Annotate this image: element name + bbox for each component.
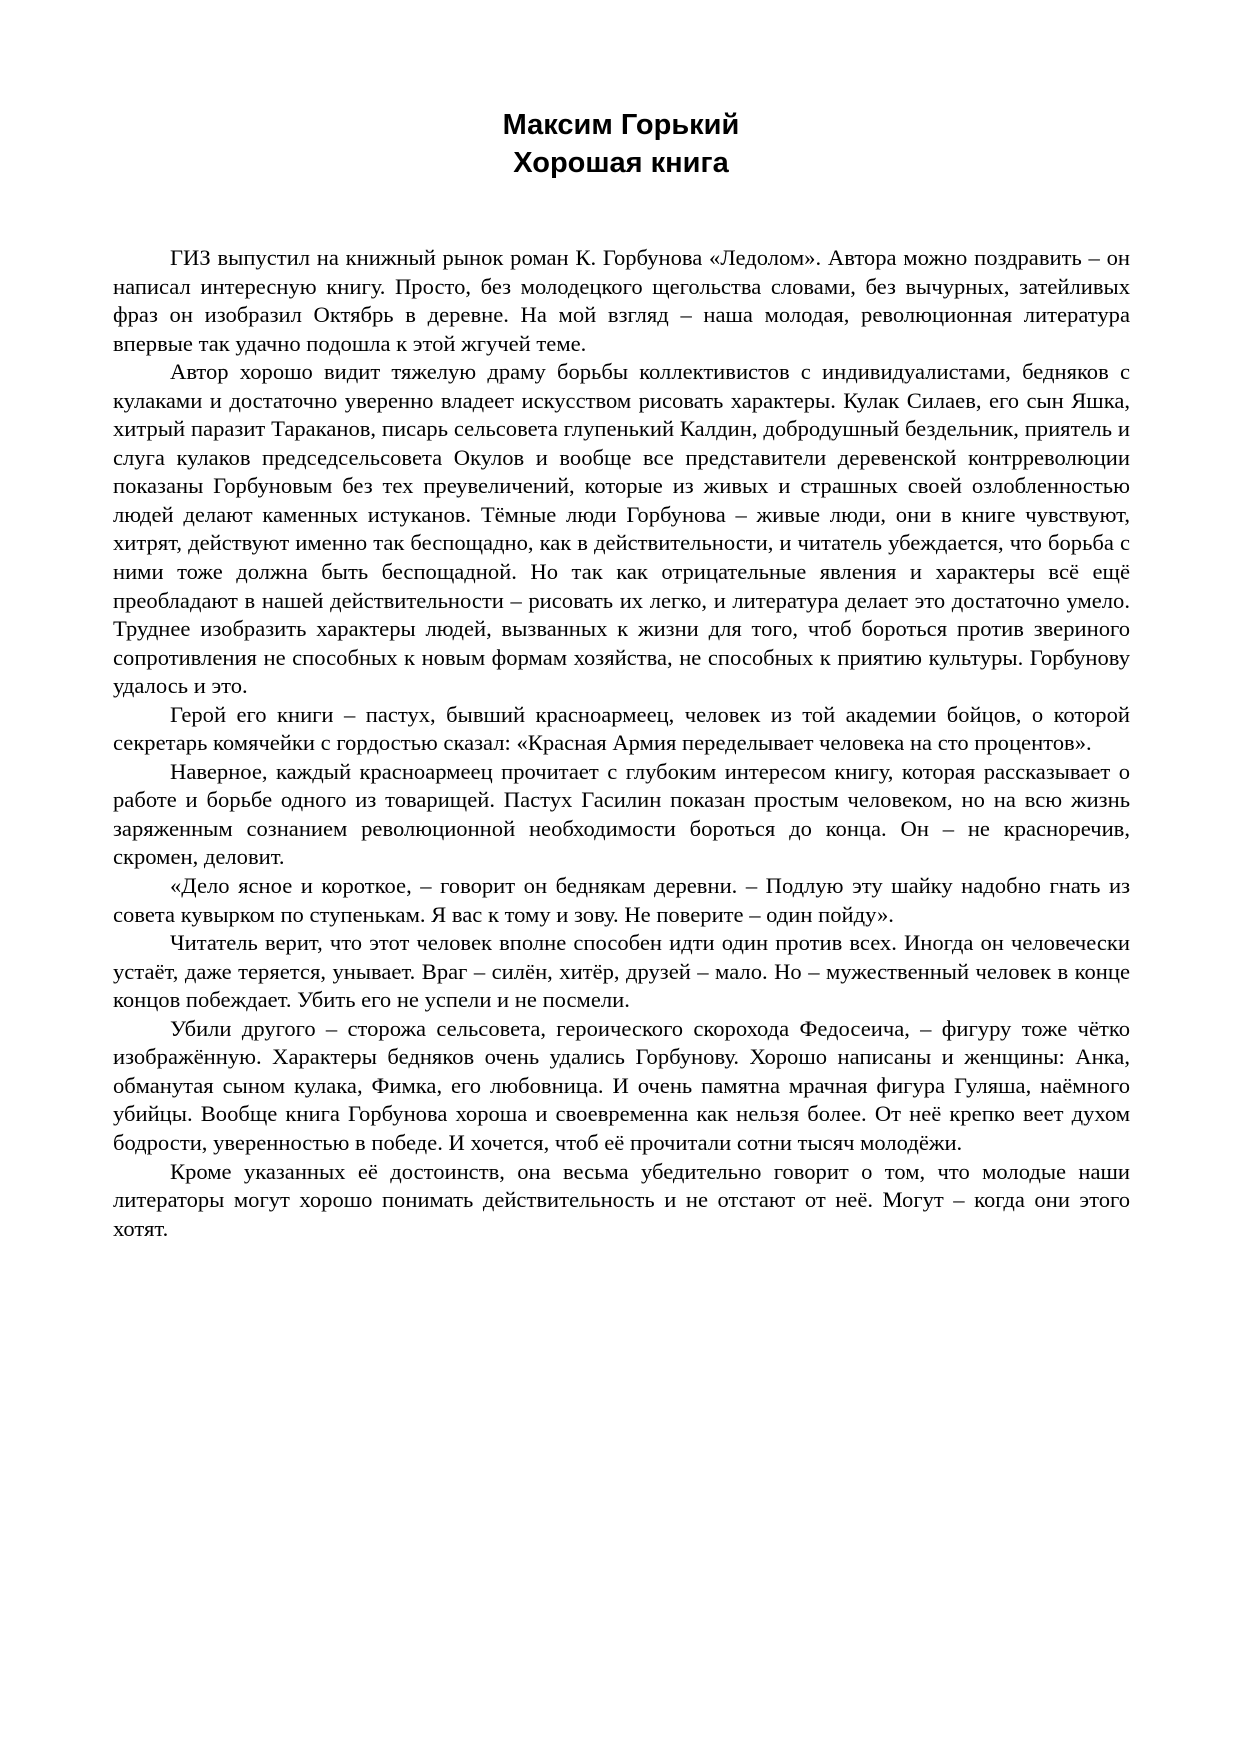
paragraph: ГИЗ выпустил на книжный рынок роман К. Горбунова «Ледолом». Автора можно поздравить – он написал интересную книгу. Просто, без молодецкого щегольства словами, без вычурных, затейливых фраз он изобразил Октябрь в деревне. На мой взгляд – наша молодая, революционная литература впервые так удачно подошла к этой жгучей теме. [113,245,1130,356]
document-title: Хорошая книга [513,147,729,179]
paragraph: Убили другого – сторожа сельсовета, героического скорохода Федосеича, – фигуру тоже чётко изображённую. Характеры бедняков очень удались Горбунову. Хорошо написаны и женщины: Анка, обманутая сыном кулака, Фимка, его любовница. И очень памятна мрачная фигура Гуляша, наёмного убийцы. Вообще книга Горбунова хороша и своевременна как нельзя более. От неё крепко веет духом бодрости, уверенностью в победе. И хочется, чтоб её прочитали сотни тысяч молодёжи. [113,1015,1130,1155]
author-name: Максим Горький [502,109,740,141]
paragraph: Наверное, каждый красноармеец прочитает с глубоким интересом книгу, которая рассказывает о работе и борьбе одного из товарищей. Пастух Гасилин показан простым человеком, но на всю жизнь заряженным сознанием революционной необходимости бороться до конца. Он – не красноречив, скромен, деловит. [113,758,1130,870]
article-body [113,244,1130,1243]
paragraph: Автор хорошо видит тяжелую драму борьбы коллективистов с индивидуалистами, бедняков с кулаками и достаточно уверенно владеет искусством рисовать характеры. Кулак Силаев, его сын Яшка, хитрый паразит Тараканов, писарь сельсовета глупенький Калдин, добродушный бездельник, приятель и слуга кулаков председсельсовета Окулов и вообще все представители деревенской контрреволюции показаны Горбуновым без тех преувеличений, которые из живых и страшных своей озлобленностью людей делают каменных истуканов. Тёмные люди Горбунова – живые люди, они в книге чувствуют, хитрят, действуют именно так беспощадно, как в действительности, и читатель убеждается, что борьба с ними тоже должна быть беспощадной. Но так как отрицательные явления и характеры всё ещё преобладают в нашей действительности – рисовать их легко, и литература делает это достаточно умело. Труднее изобразить характеры людей, вызванных к жизни для того, чтоб бороться против звериного сопротивления не способных к новым формам хозяйства, не способных к приятию культуры. Горбунову удалось и это. [113,359,1130,699]
paragraph: Кроме указанных её достоинств, она весьма убедительно говорит о том, что молодые наши литераторы могут хорошо понимать действительность и не отстают от неё. Могут – когда они этого хотят. [113,1158,1130,1241]
paragraph: «Дело ясное и короткое, – говорит он беднякам деревни. – Подлую эту шайку надобно гнать из совета кувырком по ступенькам. Я вас к тому и зову. Не поверите – один пойду». [113,873,1130,927]
paragraph: Герой его книги – пастух, бывший красноармеец, человек из той академии бойцов, о которой секретарь комячейки с гордостью сказал: «Красная Армия переделывает человека на сто процентов». [113,701,1130,756]
title-block [0,106,1242,182]
paragraph: Читатель верит, что этот человек вполне способен идти один против всех. Иногда он человечески устаёт, даже теряется, унывает. Враг – силён, хитёр, друзей – мало. Но – мужественный человек в конце концов побеждает. Убить его не успели и не посмели. [113,930,1130,1013]
